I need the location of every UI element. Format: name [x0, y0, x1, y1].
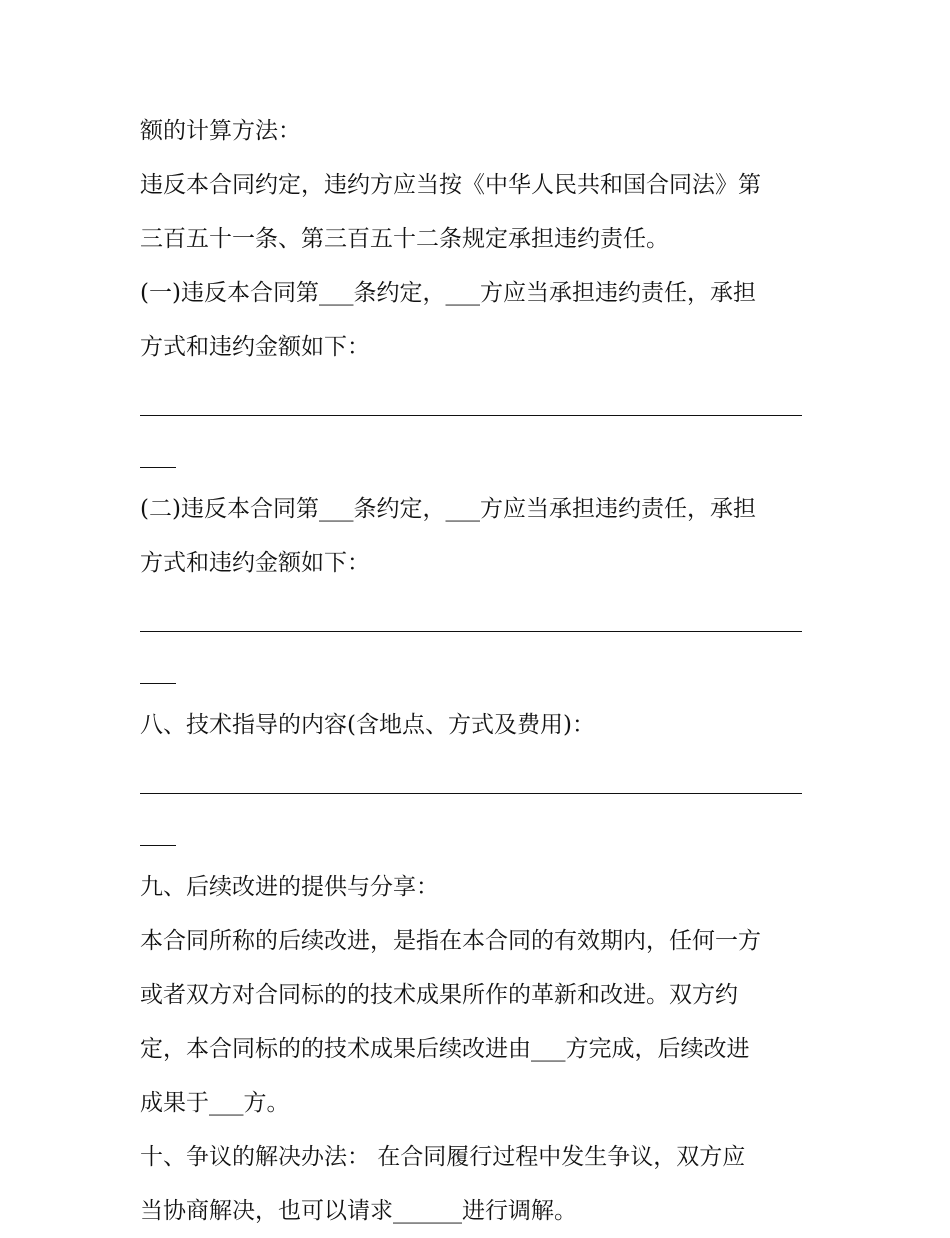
- text-line: 成果于___方。: [140, 1090, 290, 1116]
- clause-one-line: (一)违反本合同第___条约定，___方应当承担违约责任，承担: [140, 280, 756, 306]
- text-line: 方式和违约金额如下：: [140, 334, 370, 360]
- section-ten-heading: 十、争议的解决办法： 在合同履行过程中发生争议，双方应: [140, 1144, 746, 1170]
- fill-in-blank-line: [140, 590, 812, 644]
- text-line: 本合同所称的后续改进，是指在本合同的有效期内，任何一方: [140, 928, 761, 954]
- text-line: 定，本合同标的的技术成果后续改进由___方完成，后续改进: [140, 1036, 750, 1062]
- text-line: 三百五十一条、第三百五十二条规定承担违约责任。: [140, 226, 669, 252]
- fill-in-blank-stub: [140, 806, 812, 860]
- text-line: 当协商解决，也可以请求______进行调解。: [140, 1198, 577, 1224]
- fill-in-blank-line: [140, 752, 812, 806]
- document-body: [140, 104, 812, 1238]
- text-line: 或者双方对合同标的的技术成果所作的革新和改进。双方约: [140, 982, 738, 1008]
- fill-in-blank-stub: [140, 428, 812, 482]
- section-nine-heading: 九、后续改进的提供与分享：: [140, 874, 439, 900]
- text-line: 方式和违约金额如下：: [140, 550, 370, 576]
- text-line: 额的计算方法：: [140, 118, 301, 144]
- text-line: 违反本合同约定，违约方应当按《中华人民共和国合同法》第: [140, 172, 761, 198]
- clause-two-line: (二)违反本合同第___条约定，___方应当承担违约责任，承担: [140, 496, 756, 522]
- fill-in-blank-line: [140, 374, 812, 428]
- section-eight-heading: 八、技术指导的内容(含地点、方式及费用)：: [140, 712, 595, 738]
- fill-in-blank-stub: [140, 644, 812, 698]
